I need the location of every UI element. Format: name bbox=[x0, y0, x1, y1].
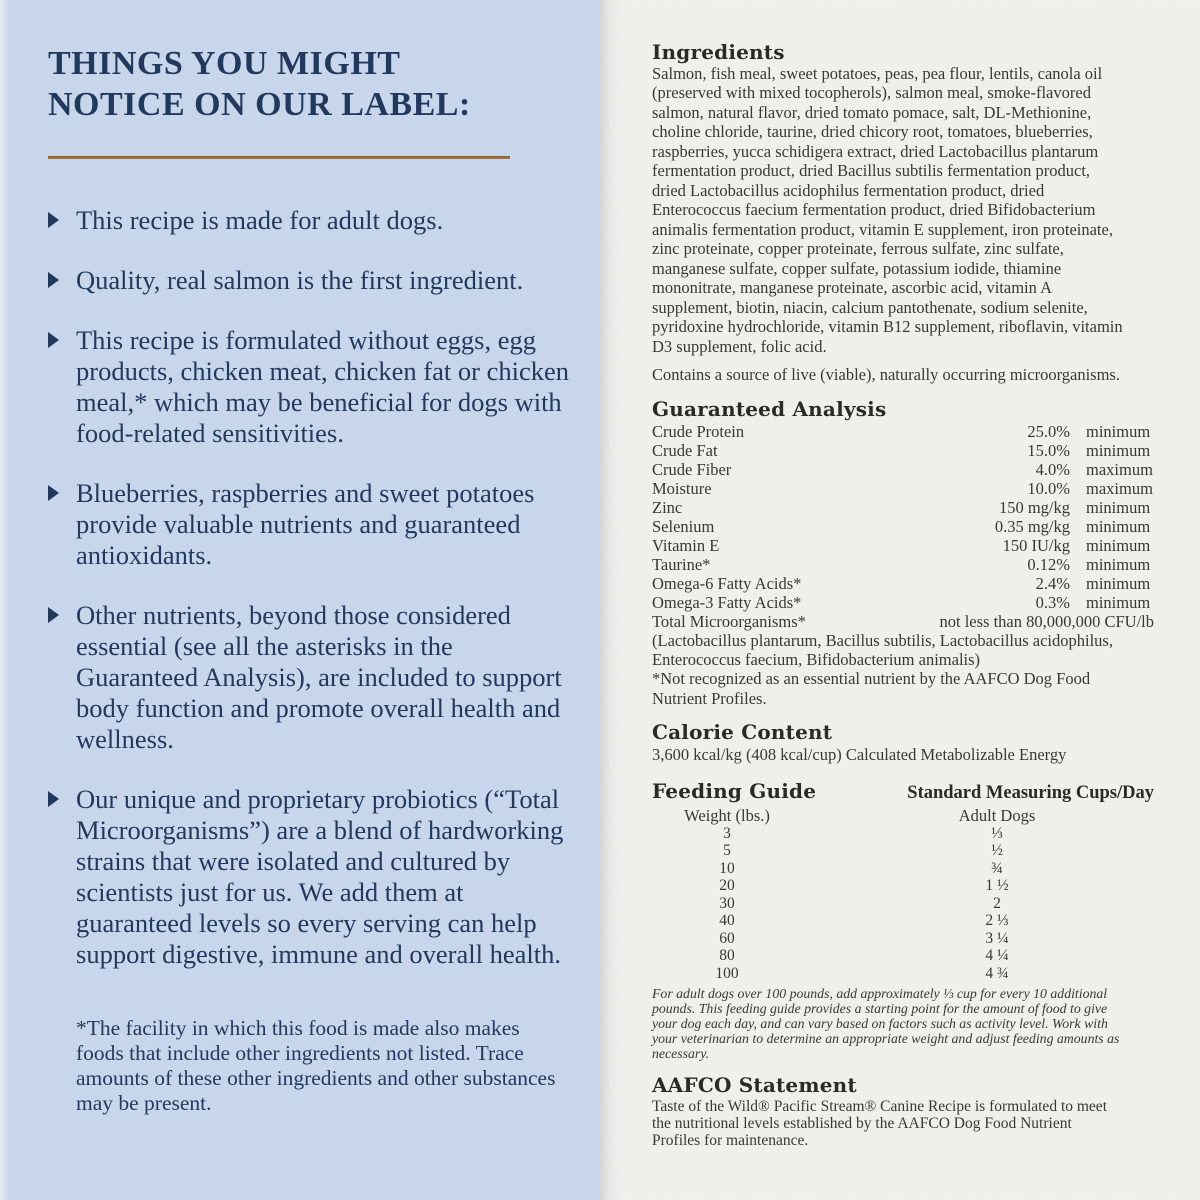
triangle-bullet-icon bbox=[48, 607, 59, 623]
triangle-bullet-icon bbox=[48, 332, 59, 348]
triangle-bullet-icon bbox=[48, 791, 59, 807]
ga-nutrient-label: Crude Protein bbox=[652, 421, 745, 441]
guaranteed-analysis-table bbox=[652, 422, 1154, 631]
ga-row bbox=[652, 574, 1154, 593]
ga-nutrient-value: 0.35 mg/kg bbox=[994, 516, 1070, 536]
ingredients-section bbox=[652, 40, 1154, 385]
facility-footnote: *The facility in which this food is made also makes foods that include other ingredients not listed. Trace amounts of these other ingredients and other substances may be present. bbox=[76, 1015, 556, 1116]
cups-value: 2 ⅓ bbox=[985, 912, 1009, 930]
weight-value: 3 bbox=[723, 824, 731, 842]
ga-asterisk-note: *Not recognized as an essential nutrient by the AAFCO Dog Food Nutrient Profiles. bbox=[652, 669, 1091, 708]
ga-row bbox=[652, 536, 1154, 555]
nutrition-panel bbox=[600, 0, 1200, 1200]
ingredients-heading: Ingredients bbox=[652, 40, 785, 64]
weight-value: 30 bbox=[719, 894, 735, 912]
feeding-row bbox=[652, 930, 1154, 948]
ga-nutrient-value: 4.0% bbox=[1035, 459, 1070, 479]
ga-nutrient-qualifier: minimum bbox=[1086, 554, 1151, 574]
feeding-guide-note: For adult dogs over 100 pounds, add approximately ⅓ cup for every 10 additional pounds. This feeding guide provides a starting point for the amount of food to give your dog each day, and can vary based on factors such as activity level. Work with your veterinarian to determine an appropriate weight and adjust feeding amounts as necessary. bbox=[652, 986, 1120, 1062]
bullet-item-adult-dogs bbox=[48, 205, 572, 236]
ga-nutrient-qualifier: minimum bbox=[1086, 573, 1151, 593]
ga-nutrient-label: Total Microorganisms* bbox=[652, 611, 806, 631]
ga-total-microorganisms-row bbox=[652, 612, 1154, 631]
ga-row bbox=[652, 479, 1154, 498]
calorie-content-section bbox=[652, 720, 1154, 764]
ga-nutrient-label: Moisture bbox=[652, 478, 712, 498]
ga-nutrient-value: 10.0% bbox=[1027, 478, 1070, 498]
triangle-bullet-icon bbox=[48, 212, 59, 228]
ga-nutrient-qualifier: maximum bbox=[1086, 478, 1153, 498]
feeding-guide-column-headers bbox=[652, 807, 1154, 825]
ga-nutrient-qualifier: minimum bbox=[1086, 497, 1151, 517]
feeding-row bbox=[652, 825, 1154, 843]
ga-row bbox=[652, 498, 1154, 517]
guaranteed-analysis-section bbox=[652, 397, 1154, 709]
weight-value: 5 bbox=[723, 842, 731, 860]
contains-live-microorganisms-note: Contains a source of live (viable), naturally occurring microorganisms. bbox=[652, 365, 1120, 385]
nutrition-content bbox=[600, 0, 1200, 1149]
ga-nutrient-label: Selenium bbox=[652, 516, 715, 536]
ga-nutrient-qualifier: minimum bbox=[1086, 592, 1151, 612]
calorie-content-heading: Calorie Content bbox=[652, 720, 833, 745]
feeding-row bbox=[652, 912, 1154, 930]
feeding-row bbox=[652, 965, 1154, 983]
bullet-item-probiotics bbox=[48, 784, 572, 970]
aafco-statement-heading: AAFCO Statement bbox=[652, 1073, 857, 1098]
weight-value: 40 bbox=[719, 912, 735, 930]
ga-nutrient-qualifier: minimum bbox=[1086, 535, 1151, 555]
ga-nutrient-value: 0.12% bbox=[1027, 554, 1070, 574]
ga-nutrient-label: Vitamin E bbox=[652, 535, 720, 555]
ga-nutrient-value: 25.0% bbox=[1027, 421, 1070, 441]
triangle-bullet-icon bbox=[48, 272, 59, 288]
ga-row bbox=[652, 460, 1154, 479]
ga-row bbox=[652, 422, 1154, 441]
feeding-guide-table bbox=[652, 825, 1154, 983]
feeding-guide-heading-row bbox=[652, 779, 1154, 804]
bullet-text: Blueberries, raspberries and sweet potatoes provide valuable nutrients and guaranteed antioxidants. bbox=[76, 477, 535, 570]
ga-nutrient-value: 15.0% bbox=[1027, 440, 1070, 460]
ingredients-text: Salmon, fish meal, sweet potatoes, peas, pea flour, lentils, canola oil (preserved with mixed tocopherols), salmon meal, smoke-flavored salmon, natural flavor, dried tomato pomace, salt, DL-Methionine, choline chloride, taurine, dried chicory root, tomatoes, blueberries, raspberries, yucca schidigera extract, dried Lactobacillus plantarum fermentation product, dried Bacillus subtilis fermentation product, dried Lactobacillus acidophilus fermentation product, dried Enterococcus faecium fermentation product, dried Bifidobacterium animalis fermentation product, vitamin E supplement, iron proteinate, zinc proteinate, copper proteinate, ferrous sulfate, zinc sulfate, manganese sulfate, copper sulfate, potassium iodide, thiamine mononitrate, manganese proteinate, ascorbic acid, vitamin A supplement, biotin, niacin, calcium pantothenate, sodium selenite, pyridoxine hydrochloride, vitamin B12 supplement, riboflavin, vitamin D3 supplement, folic acid. bbox=[652, 64, 1123, 356]
feeding-guide-subheading: Standard Measuring Cups/Day bbox=[907, 782, 1154, 803]
cups-value: 3 ¼ bbox=[985, 929, 1009, 947]
cups-value: 4 ¾ bbox=[985, 964, 1009, 982]
feeding-guide-section bbox=[652, 779, 1154, 1062]
ga-nutrient-label: Omega-3 Fatty Acids* bbox=[652, 592, 802, 612]
cups-value: 2 bbox=[993, 894, 1001, 912]
ga-nutrient-label: Crude Fat bbox=[652, 440, 718, 460]
cups-value: ¾ bbox=[991, 859, 1003, 877]
feeding-row bbox=[652, 895, 1154, 913]
cups-value: ⅓ bbox=[991, 824, 1003, 842]
weight-value: 100 bbox=[715, 964, 739, 982]
panel-title: THINGS YOU MIGHT NOTICE ON OUR LABEL: bbox=[48, 45, 471, 123]
feeding-row bbox=[652, 860, 1154, 878]
ga-nutrient-label: Zinc bbox=[652, 497, 683, 517]
ga-nutrient-value: 150 mg/kg bbox=[998, 497, 1070, 517]
feeding-row bbox=[652, 947, 1154, 965]
cups-value: 4 ¼ bbox=[985, 947, 1009, 965]
title-divider-rule bbox=[48, 156, 510, 159]
cups-column-header: Adult Dogs bbox=[958, 805, 1036, 825]
ga-nutrient-value: not less than 80,000,000 CFU/lb bbox=[939, 611, 1154, 631]
ga-nutrient-value: 2.4% bbox=[1035, 573, 1070, 593]
ga-nutrient-qualifier: minimum bbox=[1086, 421, 1151, 441]
aafco-statement-text: Taste of the Wild® Pacific Stream® Canine Recipe is formulated to meet the nutritional levels established by the AAFCO Dog Food Nutrient Profiles for maintenance. bbox=[652, 1098, 1107, 1150]
ga-row bbox=[652, 517, 1154, 536]
bullet-text: Quality, real salmon is the first ingredient. bbox=[76, 264, 524, 295]
bullet-text: This recipe is formulated without eggs, egg products, chicken meat, chicken fat or chicken meal,* which may be beneficial for dogs with food-related sensitivities. bbox=[76, 324, 569, 448]
bullet-item-other-nutrients bbox=[48, 600, 572, 755]
weight-value: 20 bbox=[719, 877, 735, 895]
calorie-content-text: 3,600 kcal/kg (408 kcal/cup) Calculated Metabolizable Energy bbox=[652, 745, 1067, 765]
weight-value: 60 bbox=[719, 929, 735, 947]
triangle-bullet-icon bbox=[48, 485, 59, 501]
ga-nutrient-label: Taurine* bbox=[652, 554, 711, 574]
weight-value: 10 bbox=[719, 859, 735, 877]
ga-nutrient-value: 0.3% bbox=[1035, 592, 1070, 612]
bullet-item-no-chicken bbox=[48, 325, 572, 449]
bullet-item-salmon-first bbox=[48, 265, 572, 296]
feeding-row bbox=[652, 842, 1154, 860]
ga-nutrient-label: Crude Fiber bbox=[652, 459, 732, 479]
bullet-text: Other nutrients, beyond those considered essential (see all the asterisks in the Guaranteed Analysis), are included to support body function and promote overall health and wellness. bbox=[76, 599, 562, 754]
bullet-text: This recipe is made for adult dogs. bbox=[76, 204, 444, 235]
ga-row bbox=[652, 441, 1154, 460]
guaranteed-analysis-heading: Guaranteed Analysis bbox=[652, 396, 887, 421]
cups-value: 1 ½ bbox=[985, 877, 1009, 895]
feeding-row bbox=[652, 877, 1154, 895]
bullet-text: Our unique and proprietary probiotics (“Total Microorganisms”) are a blend of hardworking strains that were isolated and cultured by scientists just for us. We add them at guaranteed levels so every serving can help support digestive, immune and overall health. bbox=[76, 783, 564, 969]
cups-value: ½ bbox=[991, 842, 1003, 860]
weight-column-header: Weight (lbs.) bbox=[684, 805, 770, 825]
ga-strains-note: (Lactobacillus plantarum, Bacillus subtilis, Lactobacillus acidophilus, Enterococcus faecium, Bifidobacterium animalis) bbox=[652, 630, 1113, 669]
ga-nutrient-qualifier: minimum bbox=[1086, 516, 1151, 536]
feeding-guide-heading: Feeding Guide bbox=[652, 778, 817, 803]
aafco-statement-section bbox=[652, 1073, 1154, 1149]
ga-nutrient-label: Omega-6 Fatty Acids* bbox=[652, 573, 802, 593]
bullet-item-antioxidants bbox=[48, 478, 572, 571]
ga-row bbox=[652, 555, 1154, 574]
weight-value: 80 bbox=[719, 947, 735, 965]
ga-nutrient-value: 150 IU/kg bbox=[1002, 535, 1070, 555]
ga-nutrient-qualifier: maximum bbox=[1086, 459, 1153, 479]
ga-nutrient-qualifier: minimum bbox=[1086, 440, 1151, 460]
ga-row bbox=[652, 593, 1154, 612]
